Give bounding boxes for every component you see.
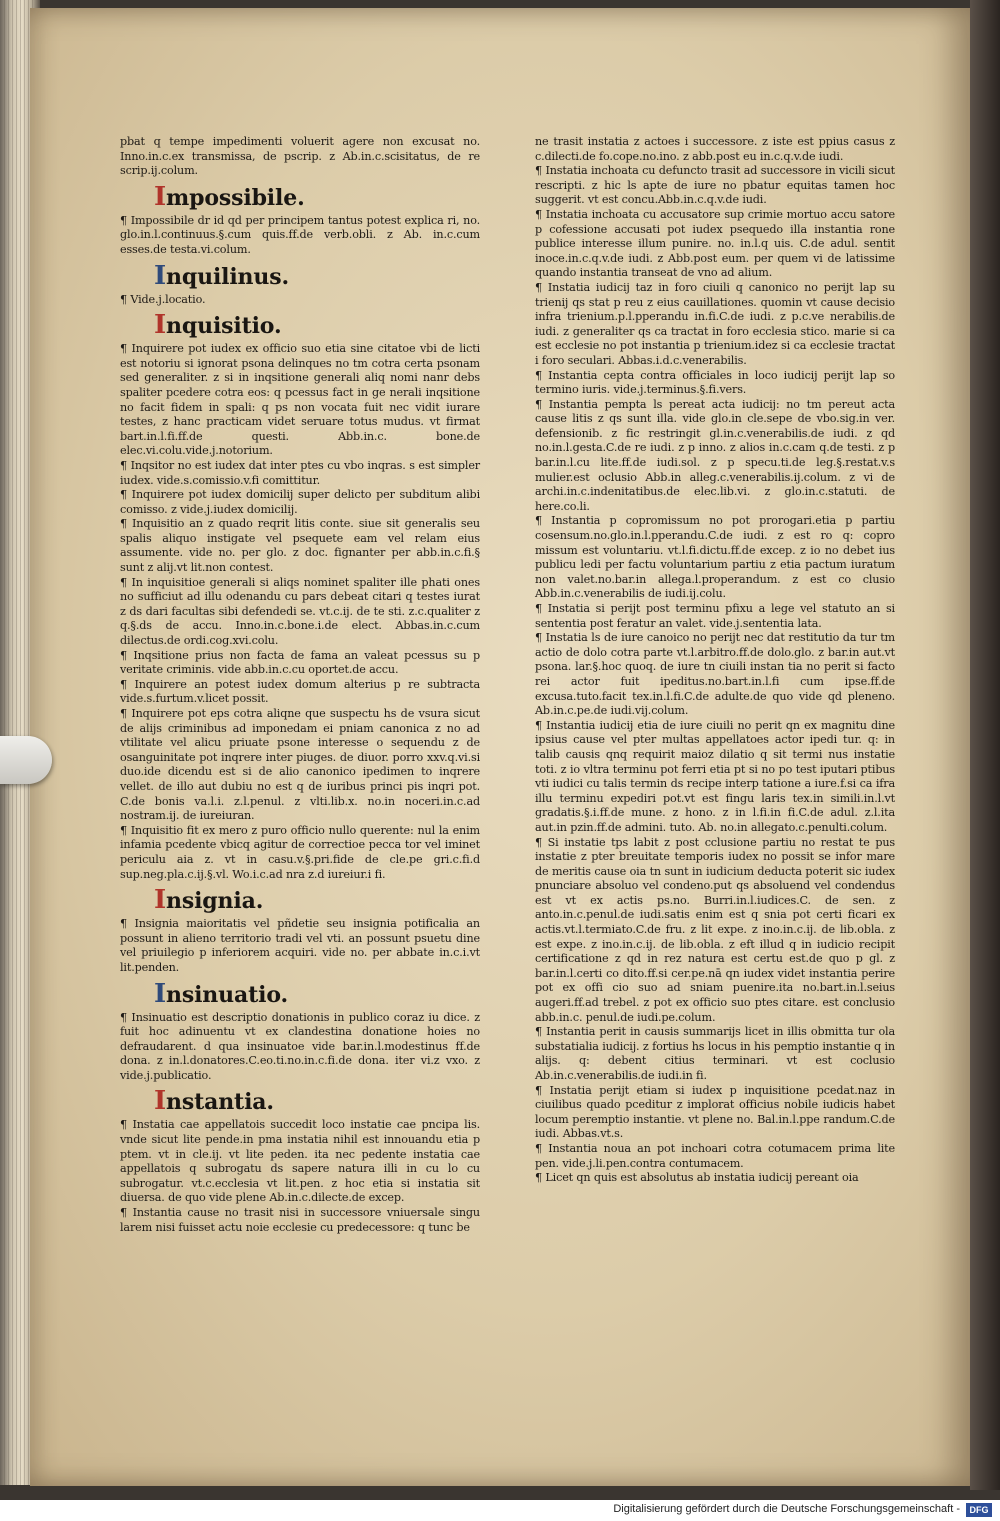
page-clip: [0, 736, 52, 784]
text-paragraph: ¶ Instantia iudicij etia de iure ciuili no perit qn ex magnitu dine ipsius cause vel pter multas appellatoes actor ipedi tur. q: in talib causis qnq requirit maioz dilatio q sit termi nus instatie toti. z io vltra terminu pot ferri etia pt si no po test iputari ptibus vti iudici cu talis termin ds recipe interp tatione a iure.f.si ca ifra illu terminu expediri pot.vt est fingu laris tex.in simili.in.l.vt gradatis.§.i.ff.de mune. z hono. z in l.fi.in fi.C.de adul. z.l.ita aut.in pzin.ff.de admini. tuto. Ab. no.in allegato.c.penulti.colum.: [535, 718, 895, 834]
text-paragraph: ne trasit instatia z actoes i successore. z iste est ppius casus z c.dilecti.de fo.cope.no.ino. z abb.post eu in.c.q.v.de iudi.: [535, 135, 895, 163]
rubricated-initial: I: [154, 310, 167, 341]
text-paragraph: ¶ Inquisitio fit ex mero z puro officio nullo querente: nul la enim infamia pcedente vbicq agitur de correctioe pecca tor vel iminet periculu aia z. vt in casu.v.§.pri.fide de cle.pe gri.c.fi.d sup.neg.pla.c.ij.§.vl. Wo.i.c.ad nra z.d iureiur.i fi.: [120, 823, 480, 881]
text-paragraph: ¶ Inquirere pot iudex domicilij super delicto per subditum alibi comisso. z vide.j.iudex domicilij.: [120, 488, 480, 516]
rubricated-initial: I: [154, 181, 167, 212]
dfg-logo: DFG: [966, 1503, 992, 1517]
text-paragraph: ¶ Instantia cepta contra officiales in loco iudicij perijt lap so termino iuris. vide.j.terminus.§.fi.vers.: [535, 368, 895, 397]
heading-text: nquisitio.: [166, 313, 282, 340]
section-heading: [154, 262, 480, 291]
section-heading: [154, 980, 480, 1009]
text-paragraph: ¶ Vide.j.locatio.: [120, 292, 206, 306]
text-paragraph: ¶ Impossibile dr id qd per principem tantus potest explica ri, no. glo.in.l.continuus.§.cum quis.ff.de verb.obli. z Ab. in.c.cum esses.de testa.vi.colum.: [120, 213, 480, 256]
text-paragraph: ¶ Inquisitio an z quado reqrit litis conte. siue sit generalis seu spalis aliquo instigate vel psequete eam vel relam eius assumente. vide no. per glo. z doc. fignanter per abb.in.c.fi.§ sunt z alij.vt lit.non contest.: [120, 517, 480, 575]
text-paragraph: ¶ Instatia si perijt post terminu pfixu a lege vel statuto an si sententia post feratur an valet. vide.j.sententia lata.: [535, 602, 895, 630]
text-paragraph: ¶ In inquisitioe generali si aliqs nominet spaliter ille phati ones no sufficiut ad illu odenandu cu pars debeat citari q testes iurat z ds dari facultas sibi defendedi se. vt.c.ij. de te sti. z.c.qualiter z q.§.ds de accu. Inno.in.c.bone.i.de elect. Abbas.in.c.cum dilectus.de ordi.cog.xvi.colu.: [120, 575, 480, 648]
footer-credit-text: Digitalisierung gefördert durch die Deutsche Forschungsgemeinschaft -: [613, 1503, 960, 1515]
rubricated-initial: I: [154, 978, 167, 1009]
rubricated-initial: I: [154, 885, 167, 916]
text-paragraph: ¶ Instatia inchoata cu accusatore sup crimie mortuo accu satore p cofessione accusati pot iudex psequedo illa instantia rone publice interesse illum punire. no. in.l.q uis. C.de adul. sentit inoce.in.c.q.v.de iudi. z Abb.post eum. per quem vi de latissime quando instantia transeat de vno ad alium.: [535, 207, 895, 280]
text-paragraph: ¶ Inquirere an potest iudex domum alterius p re subtracta vide.s.furtum.v.licet possit.: [120, 677, 480, 706]
text-paragraph: ¶ Instatia perijt etiam si iudex p inquisitione pcedat.naz in ciuilibus quado pceditur z implorat officius nobile iudicis habet locum peremptio instantie. vt plene no. Bal.in.l.ppe randum.C.de iudi. Abbas.vt.s.: [535, 1083, 895, 1141]
right-text-column: [535, 135, 895, 1186]
text-paragraph: pbat q tempe impedimenti voluerit agere non excusat no. Inno.in.c.ex transmissa, de pscrip. z Ab.in.c.scisitatus, de re scrip.ij.colum.: [120, 135, 480, 178]
book-spine: [970, 0, 1000, 1490]
text-paragraph: ¶ Instantia pempta ls pereat acta iudicij: no tm pereut acta cause litis z qs sunt illa. vide glo.in cle.sepe de vbo.sig.in ver. defensionib. z fic restringit gl.in.c.venerabilis.de iudi. z qd no.in.l.gesta.C.de re iudi. z p inno. z alios in.c.cam q.de testi. z p bar.in.l.cu lite.ff.de iudi.sol. z p specu.ti.de leg.§.restat.v.s mulier.est oclusio Abb.in alleg.c.venerabilis.ij.colum. z vi de archi.in.c.indenitatibus.de elec.lib.vi. z glo.in.c.statuti. de here.co.li.: [535, 397, 895, 513]
text-paragraph: ¶ Instantia cause no trasit nisi in successore vniuersale singu larem nisi fuisset actu noie ecclesie cu predecessore: q tunc be: [120, 1206, 480, 1234]
text-paragraph: ¶ Instantia p copromissum no pot prorogari.etia p partiu cosensum.no.glo.in.l.pperandu.C.de iudi. z est ro q: copro missum est voluntariu. vt.l.fi.dictu.ff.de excep. z io no debet ius publicu ledi per factu voluntarium partiu z etia pactum iuratum non valet.no.bar.in allega.l.properandum. z est co clusio Abb.in.c.venerabilis de iudi.ij.colu.: [535, 514, 895, 601]
text-paragraph: ¶ Instatia ls de iure canoico no perijt nec dat restitutio da tur tm actio de dolo cotra parte vt.l.arbitro.ff.de dolo.glo. z bar.in aut.vt psona. lar.§.hoc quoq. de iure tn ciuili instan tia no perit si facto rei actor fuit ipeditus.no.bart.in.l.fi cum ipse.ff.de excusa.tuto.facit tex.in.l.fi.C.de adulte.de quo vide qd pleneno. Ab.in.c.pe.de iudi.vij.colum.: [535, 631, 895, 718]
text-paragraph: ¶ Instatia inchoata cu defuncto trasit ad successore in vicili sicut rescripti. z hic ls apte de iure no pbatur equitas tamen hoc suggerit. vt est concu.Abb.in.c.q.v.de iudi.: [535, 164, 895, 207]
text-paragraph: ¶ Si instatie tps labit z post cclusione partiu no restat te pus instatie z pter breuitate temporis iudex no possit se infor mare de meritis cause oia tn sunt in iudicium deducta poterit sic iudex pnunciare absoluo vel condeno.put qs absoluend vel condendus est vt ex actis ps.no. Burri.in.l.iudices.C. de sen. z anto.in.c.penul.de iudi.satis enim est q snia pot certi ficari ex actis.vt.l.termiato.C.de fru. z lit expe. z ino.in.c.ij. de lib.obla. z est expe. z ino.in.c.ij. de lib.obla. z eft illud q in iudicio recipit certificatione z qd in rez natura est certu est.de quo p gl. z bar.in.l.certi co dito.ff.si cer.pe.nā qn iudex videt instantia perire pot ex offi cio suo ad sniam puenire.ita no.bart.in.l.seius augeri.ff.ad trebel. z pot ex officio suo ptes citare. est conclusio abb.in.c. penul.de iudi.pe.colum.: [535, 835, 895, 1024]
rubricated-initial: I: [154, 1086, 167, 1117]
heading-text: mpossibile.: [166, 184, 305, 211]
rubricated-initial: I: [154, 260, 167, 291]
text-paragraph: ¶ Instatia iudicij taz in foro ciuili q canonico no perijt lap su trienij qs stat p reu z eius cauillationes. quomin vt cause decisio infra trienium.p.l.pperandu in.fi.C.de iudi. z p.c.ve nerabilis.de iudi. z generaliter qs ca tractat in foro ecclesia stico. marie si ca est ecclesie no pot instantia p trienium.idez si ca ecclesie tractat i foro seculari. Abbas.i.d.c.venerabilis.: [535, 280, 895, 367]
text-paragraph: ¶ Instatia cae appellatois succedit loco instatie cae pncipa lis. vnde sicut lite pende.in pma instatia nihil est innouandu etia p ptem. vt in cle.ij. vt lite peden. ita nec pedente instatia cae appellatois q subrogatu ds sapere natura illi in cu lo cu subrogatur. vt.c.ecclesia vt lit.pen. z hoc etia si instatia sit diuersa. de quo vide plene Ab.in.c.dilecte.de excep.: [120, 1118, 480, 1205]
heading-text: nsinuatio.: [166, 981, 288, 1008]
left-text-column: [120, 135, 480, 1235]
heading-text: nsignia.: [166, 888, 264, 915]
text-paragraph: ¶ Insignia maioritatis vel pñdetie seu insignia potificalia an possunt in alieno territorio tradi vel vti. an possunt psuetu dine vel priuilegio p inferiorem acquiri. vide no. per abbate in.c.i.vt lit.penden.: [120, 917, 480, 974]
text-paragraph: ¶ Inqsitor no est iudex dat inter ptes cu vbo inqras. s est simpler iudex. vide.s.comissio.v.fi comittitur.: [120, 458, 480, 487]
text-paragraph: ¶ Licet qn quis est absolutus ab instatia iudicij pereant oia: [535, 1171, 859, 1185]
text-paragraph: ¶ Instantia noua an pot inchoari cotra cotumacem prima lite pen. vide.j.li.pen.contra contumacem.: [535, 1141, 895, 1170]
text-paragraph: ¶ Inqsitione prius non facta de fama an valeat pcessus su p veritate criminis. vide abb.in.c.cu oportet.de accu.: [120, 648, 480, 677]
text-paragraph: ¶ Instantia perit in causis summarijs licet in illis obmitta tur ola substatialia iudicij. z fortius hs locus in his pemptio instantie q in alijs. q: debent citius terminari. vt est coclusio Ab.in.c.venerabilis.de iudi.in fi.: [535, 1025, 895, 1082]
text-paragraph: ¶ Inquirere pot eps cotra aliqne que suspectu hs de vsura sicut de alijs criminibus ad imponedam ei pniam canonica z no ad vtilitate vel alicu priuate psone interesse o sequendu z de osanguinitate pot inqrere inter piuges. de diuor. porro xxv.q.vi.si duo.ide dicendu est si de alio canonico ipedimen to inqrere vellet. de illo aut dubiu no est q de iuribus princi pis inqri pot. C.de bonis va.l.i. z.l.penul. z vlti.lib.x. no.in noceri.in.c.ad nostram.ij. de iureiuran.: [120, 707, 480, 823]
section-heading: [154, 311, 480, 340]
section-heading: [154, 886, 480, 915]
heading-text: nquilinus.: [166, 263, 289, 290]
digitization-footer: [0, 1500, 1000, 1521]
text-paragraph: ¶ Insinuatio est descriptio donationis in publico coraz iu dice. z fuit hoc adinuentu vt ex clandestina donatione hoies no defraudarent. d qua insinuatoe vide bar.in.l.modestinus ff.de dona. z in.l.donatores.C.eo.ti.no.in.c.fi.de dona. iter vi.z vxo. z vide.j.publicatio.: [120, 1010, 480, 1082]
section-heading: [154, 183, 480, 212]
text-paragraph: ¶ Inquirere pot iudex ex officio suo etia sine citatoe vbi de licti est notoriu si ignorat psona delinques no tm cotra certa psonam sed generaliter. z si in inqsitione generali aliq nomi nanr debs spaliter pcedere cotra eos: q pcessus fact in ge nerali inqsitione no facit fidem in spali: q ps non vocata fuit nec vidit iurare testes, z hanc practicam videt seruare totus mudus. vt firmat bart.in.l.fi.ff.de questi. Abb.in.c. bone.de elec.vi.colu.vide.j.notorium.: [120, 342, 480, 458]
heading-text: nstantia.: [166, 1089, 274, 1116]
section-heading: [154, 1087, 480, 1116]
